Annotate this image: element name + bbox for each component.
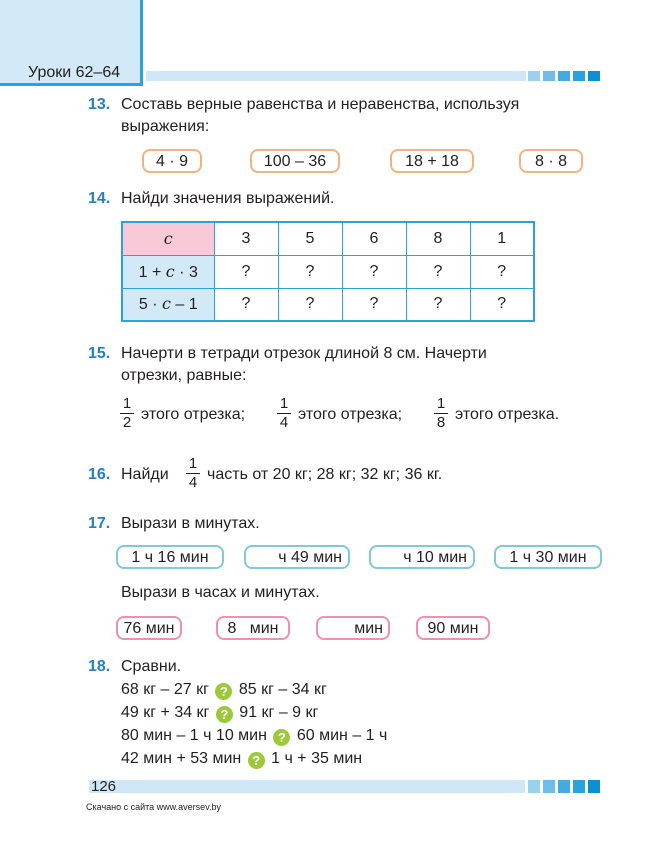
decor-square bbox=[558, 780, 570, 793]
expression-box: 18 + 18 bbox=[390, 149, 474, 173]
decor-square bbox=[528, 71, 540, 81]
task-14-number: 14. bbox=[88, 190, 111, 207]
task-17-text: Вырази в минутах. bbox=[121, 515, 260, 532]
task-15-number: 15. bbox=[88, 345, 111, 362]
fraction-one-half bbox=[120, 396, 134, 431]
decor-square bbox=[588, 780, 600, 793]
table-row bbox=[122, 288, 534, 321]
source-note: Скачано с сайта www.aversev.by bbox=[86, 802, 222, 812]
fraction-text: этого отрезка. bbox=[455, 406, 560, 423]
task-16-text-a: Найди bbox=[121, 466, 169, 483]
task-16-text-b: часть от 20 кг; 28 кг; 32 кг; 36 кг. bbox=[207, 466, 443, 483]
time-box: 76 мин bbox=[116, 616, 182, 640]
task-17-number: 17. bbox=[88, 515, 111, 532]
fraction-numerator: 1 bbox=[436, 395, 446, 412]
compare-row bbox=[121, 748, 362, 770]
expression-box: 8 · 8 bbox=[519, 149, 583, 173]
task-13-text-line1: Составь верные равенства и неравенства, используя bbox=[121, 96, 520, 113]
footer-strip bbox=[89, 780, 525, 793]
answer-cell: ? bbox=[214, 255, 278, 288]
compare-row bbox=[121, 725, 387, 747]
fraction-denominator: 4 bbox=[279, 414, 289, 431]
decor-square bbox=[543, 71, 555, 81]
decor-square bbox=[528, 780, 540, 793]
value-cell: 6 bbox=[342, 222, 406, 255]
row-label bbox=[122, 255, 214, 288]
task-13-number: 13. bbox=[88, 96, 111, 113]
answer-cell: ? bbox=[342, 288, 406, 321]
fraction-denominator: 4 bbox=[188, 474, 198, 491]
time-box: ч 49 мин bbox=[244, 545, 350, 569]
header-strip bbox=[146, 71, 526, 81]
compare-right: 1 ч + 35 мин bbox=[271, 750, 363, 767]
value-cell: 1 bbox=[470, 222, 534, 255]
label-var: c bbox=[165, 261, 175, 281]
decor-square bbox=[573, 780, 585, 793]
answer-cell: ? bbox=[342, 255, 406, 288]
question-icon: ? bbox=[215, 683, 232, 700]
time-box: мин bbox=[316, 616, 390, 640]
value-cell: 5 bbox=[278, 222, 342, 255]
task-17-text-2: Вырази в часах и минутах. bbox=[121, 584, 320, 601]
task-15-text-line2: отрезки, равные: bbox=[121, 367, 247, 384]
compare-right: 60 мин – 1 ч bbox=[296, 727, 388, 744]
answer-cell: ? bbox=[214, 288, 278, 321]
value-cell: 3 bbox=[214, 222, 278, 255]
fraction-one-quarter bbox=[277, 396, 291, 431]
fraction-text: этого отрезка; bbox=[298, 406, 403, 423]
footer-squares bbox=[528, 780, 608, 793]
compare-row bbox=[121, 679, 327, 701]
answer-cell: ? bbox=[470, 255, 534, 288]
decor-square bbox=[543, 780, 555, 793]
task-15-text-line1: Начерти в тетради отрезок длиной 8 см. Начерти bbox=[121, 345, 487, 362]
expression-box: 4 · 9 bbox=[142, 149, 202, 173]
compare-right: 91 кг – 9 кг bbox=[239, 704, 319, 721]
decor-square bbox=[588, 71, 600, 81]
table-row bbox=[122, 255, 534, 288]
label-part: 1 + bbox=[138, 263, 166, 281]
time-box: 1 ч 16 мин bbox=[116, 545, 224, 569]
page-number: 126 bbox=[91, 778, 117, 795]
lessons-title: Уроки 62–64 bbox=[28, 64, 121, 81]
task-14-text: Найди значения выражений. bbox=[121, 190, 335, 207]
answer-cell: ? bbox=[406, 255, 470, 288]
answer-cell: ? bbox=[406, 288, 470, 321]
answer-cell: ? bbox=[278, 255, 342, 288]
question-icon: ? bbox=[216, 706, 233, 723]
compare-left: 80 мин – 1 ч 10 мин bbox=[121, 727, 267, 744]
task-16-number: 16. bbox=[88, 466, 111, 483]
row-label bbox=[122, 288, 214, 321]
question-icon: ? bbox=[248, 752, 265, 769]
compare-row bbox=[121, 702, 318, 724]
value-cell: 8 bbox=[406, 222, 470, 255]
fraction-denominator: 8 bbox=[436, 414, 446, 431]
expression-box: 100 – 36 bbox=[250, 149, 340, 173]
fraction-numerator: 1 bbox=[279, 395, 289, 412]
header-squares bbox=[528, 71, 608, 81]
values-table bbox=[121, 221, 535, 322]
fraction-one-eighth bbox=[434, 396, 448, 431]
label-part: 5 · bbox=[138, 296, 162, 314]
decor-square bbox=[573, 71, 585, 81]
compare-right: 85 кг – 34 кг bbox=[238, 681, 327, 698]
label-var: c bbox=[161, 294, 171, 314]
task-18-text: Сравни. bbox=[121, 658, 182, 675]
question-icon: ? bbox=[273, 729, 290, 746]
fraction-one-quarter bbox=[186, 456, 200, 491]
task-18-number: 18. bbox=[88, 658, 111, 675]
fraction-numerator: 1 bbox=[188, 455, 198, 472]
fraction-denominator: 2 bbox=[122, 414, 132, 431]
fraction-numerator: 1 bbox=[122, 395, 132, 412]
time-box: 1 ч 30 мин bbox=[494, 545, 602, 569]
time-box: ч 10 мин bbox=[369, 545, 475, 569]
label-part: · 3 bbox=[174, 263, 198, 281]
label-part: – 1 bbox=[170, 296, 198, 314]
task-13-text-line2: выражения: bbox=[121, 118, 210, 135]
header-cell: c bbox=[122, 222, 214, 255]
compare-left: 42 мин + 53 мин bbox=[121, 750, 242, 767]
time-box: 90 мин bbox=[416, 616, 490, 640]
compare-left: 49 кг + 34 кг bbox=[121, 704, 210, 721]
answer-cell: ? bbox=[470, 288, 534, 321]
time-box: 8 мин bbox=[216, 616, 290, 640]
compare-left: 68 кг – 27 кг bbox=[121, 681, 209, 698]
fraction-text: этого отрезка; bbox=[141, 406, 246, 423]
decor-square bbox=[558, 71, 570, 81]
table-row bbox=[122, 222, 534, 255]
answer-cell: ? bbox=[278, 288, 342, 321]
